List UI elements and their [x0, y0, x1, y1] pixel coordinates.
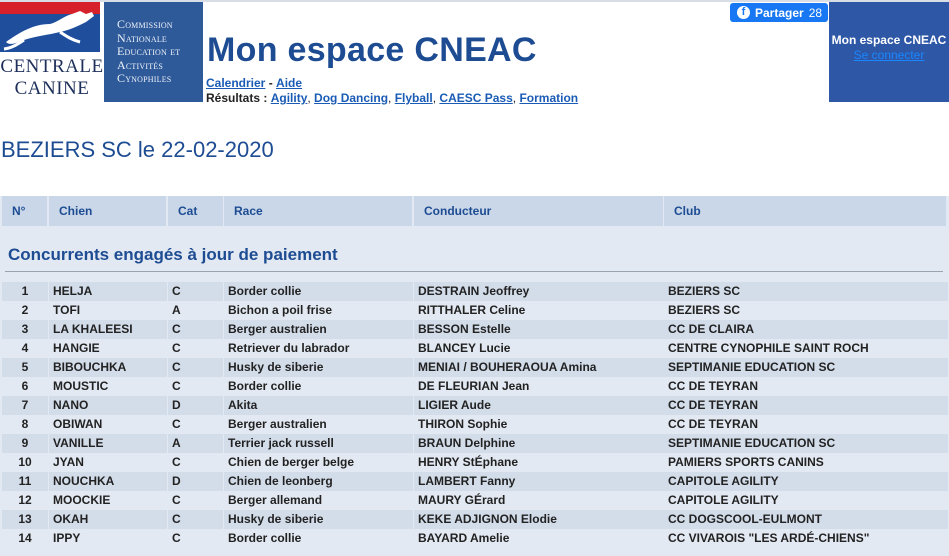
cell-number: 4: [2, 339, 48, 358]
cell-category: C: [168, 320, 223, 339]
cell-handler: RITTHALER Celine: [414, 301, 664, 320]
cell-dog: MOUSTIC: [49, 377, 167, 396]
cell-number: 10: [2, 453, 48, 472]
cell-breed: Chien de leonberg: [224, 472, 413, 491]
help-link[interactable]: Aide: [276, 76, 303, 90]
cell-club: CC DE CLAIRA: [664, 320, 948, 339]
cell-dog: VANILLE: [49, 434, 167, 453]
dog-logo-icon: [0, 2, 100, 52]
cell-handler: DESTRAIN Jeoffrey: [414, 282, 664, 301]
results-link-formation[interactable]: Formation: [519, 91, 579, 105]
cell-number: 1: [2, 282, 48, 301]
table-row: [0, 415, 949, 434]
cell-category: D: [168, 396, 223, 415]
cell-category: A: [168, 301, 223, 320]
nav-separator: -: [268, 76, 273, 90]
cell-number: 5: [2, 358, 48, 377]
cell-club: CENTRE CYNOPHILE SAINT ROCH: [664, 339, 948, 358]
results-link-flyball[interactable]: Flyball: [394, 91, 433, 105]
cell-breed: Berger australien: [224, 320, 413, 339]
share-label: Partager: [755, 5, 804, 20]
header-breed: Race: [224, 196, 412, 226]
cell-handler: THIRON Sophie: [414, 415, 664, 434]
cell-dog: NOUCHKA: [49, 472, 167, 491]
cell-number: 13: [2, 510, 48, 529]
cell-club: PAMIERS SPORTS CANINS: [664, 453, 948, 472]
cell-category: C: [168, 491, 223, 510]
table-row: [0, 491, 949, 510]
cell-breed: Akita: [224, 396, 413, 415]
top-nav: [206, 76, 302, 90]
share-count: 28: [808, 5, 823, 20]
facebook-share-button[interactable]: [730, 3, 828, 22]
cell-club: CC DE TEYRAN: [664, 415, 948, 434]
cell-category: C: [168, 377, 223, 396]
table-header: [0, 196, 949, 226]
event-title: BEZIERS SC le 22-02-2020: [1, 137, 274, 162]
results-nav: Résultats : Agility, Dog Dancing, Flyball, CAESC Pass, Formation: [206, 91, 579, 105]
cell-category: C: [168, 529, 223, 548]
cell-category: C: [168, 415, 223, 434]
cell-number: 8: [2, 415, 48, 434]
cell-dog: BIBOUCHKA: [49, 358, 167, 377]
results-label: Résultats :: [206, 91, 268, 105]
table-row: [0, 472, 949, 491]
cell-category: C: [168, 358, 223, 377]
cell-club: CC DOGSCOOL-EULMONT: [664, 510, 948, 529]
page-title: Mon espace CNEAC: [207, 31, 537, 69]
cell-handler: LIGIER Aude: [414, 396, 664, 415]
cell-category: C: [168, 453, 223, 472]
cell-club: CAPITOLE AGILITY: [664, 472, 948, 491]
cell-dog: OKAH: [49, 510, 167, 529]
cell-handler: KEKE ADJIGNON Elodie: [414, 510, 664, 529]
cell-breed: Border collie: [224, 377, 413, 396]
cell-breed: Berger allemand: [224, 491, 413, 510]
cell-club: CC VIVAROIS "LES ARDÉ-CHIENS": [664, 529, 948, 548]
cell-category: C: [168, 339, 223, 358]
header-category: Cat: [168, 196, 223, 226]
cell-category: C: [168, 510, 223, 529]
cell-number: 14: [2, 529, 48, 548]
cell-club: SEPTIMANIE EDUCATION SC: [664, 358, 948, 377]
cell-dog: JYAN: [49, 453, 167, 472]
cell-club: SEPTIMANIE EDUCATION SC: [664, 434, 948, 453]
cell-breed: Border collie: [224, 529, 413, 548]
cell-number: 12: [2, 491, 48, 510]
table-row: [0, 339, 949, 358]
header-handler: Conducteur: [414, 196, 663, 226]
cell-handler: LAMBERT Fanny: [414, 472, 664, 491]
cell-handler: MENIAI / BOUHERAOUA Amina: [414, 358, 664, 377]
cell-number: 6: [2, 377, 48, 396]
header-club: Club: [664, 196, 946, 226]
table-row: [0, 377, 949, 396]
cell-dog: MOOCKIE: [49, 491, 167, 510]
cell-breed: Chien de berger belge: [224, 453, 413, 472]
cell-dog: TOFI: [49, 301, 167, 320]
section-title: Concurrents engagés à jour de paiement: [8, 245, 338, 264]
cell-club: BEZIERS SC: [664, 301, 948, 320]
cell-club: CC DE TEYRAN: [664, 396, 948, 415]
table-row: [0, 396, 949, 415]
header-number: N°: [2, 196, 47, 226]
cell-handler: HENRY StÉphane: [414, 453, 664, 472]
cell-handler: BLANCEY Lucie: [414, 339, 664, 358]
cell-breed: Husky de siberie: [224, 358, 413, 377]
table-row: [0, 320, 949, 339]
cell-breed: Border collie: [224, 282, 413, 301]
cell-handler: BRAUN Delphine: [414, 434, 664, 453]
cell-number: 9: [2, 434, 48, 453]
cell-breed: Retriever du labrador: [224, 339, 413, 358]
logo-brand: CENTRALE CANINE: [0, 56, 104, 99]
cell-dog: LA KHALEESI: [49, 320, 167, 339]
account-title: Mon espace CNEAC: [831, 33, 947, 47]
cell-handler: BAYARD Amelie: [414, 529, 664, 548]
table-row: [0, 301, 949, 320]
cell-handler: DE FLEURIAN Jean: [414, 377, 664, 396]
cell-breed: Terrier jack russell: [224, 434, 413, 453]
cell-club: CC DE TEYRAN: [664, 377, 948, 396]
cell-breed: Husky de siberie: [224, 510, 413, 529]
cell-dog: IPPY: [49, 529, 167, 548]
cell-breed: Berger australien: [224, 415, 413, 434]
cell-number: 2: [2, 301, 48, 320]
table-row: [0, 453, 949, 472]
header-dog: Chien: [49, 196, 166, 226]
cell-number: 3: [2, 320, 48, 339]
table-row: [0, 529, 949, 548]
table-row: [0, 434, 949, 453]
table-row: [0, 358, 949, 377]
account-panel: [829, 2, 949, 102]
cell-category: D: [168, 472, 223, 491]
table-row: [0, 510, 949, 529]
cell-club: BEZIERS SC: [664, 282, 948, 301]
cell-category: A: [168, 434, 223, 453]
section-divider: [5, 271, 943, 272]
login-link[interactable]: Se connecter: [853, 48, 925, 62]
facebook-icon: f: [737, 6, 750, 19]
cell-number: 7: [2, 396, 48, 415]
competitors-table: [0, 196, 949, 556]
cell-handler: BESSON Estelle: [414, 320, 664, 339]
cell-number: 11: [2, 472, 48, 491]
cneac-logo[interactable]: [104, 2, 203, 102]
calendar-link[interactable]: Calendrier: [206, 76, 266, 90]
table-row: [0, 282, 949, 301]
cell-dog: NANO: [49, 396, 167, 415]
cell-handler: MAURY GÉrard: [414, 491, 664, 510]
cell-breed: Bichon a poil frise: [224, 301, 413, 320]
cell-dog: OBIWAN: [49, 415, 167, 434]
cell-dog: HANGIE: [49, 339, 167, 358]
results-link-agility[interactable]: Agility: [270, 91, 308, 105]
commission-text: Commission Nationale Education et Activités Cynophiles: [117, 17, 181, 86]
cell-category: C: [168, 282, 223, 301]
cell-club: CAPITOLE AGILITY: [664, 491, 948, 510]
centrale-canine-text: [0, 56, 104, 100]
results-link-dog-dancing[interactable]: Dog Dancing: [314, 91, 389, 105]
results-link-caesc-pass[interactable]: CAESC Pass: [439, 91, 513, 105]
cell-dog: HELJA: [49, 282, 167, 301]
